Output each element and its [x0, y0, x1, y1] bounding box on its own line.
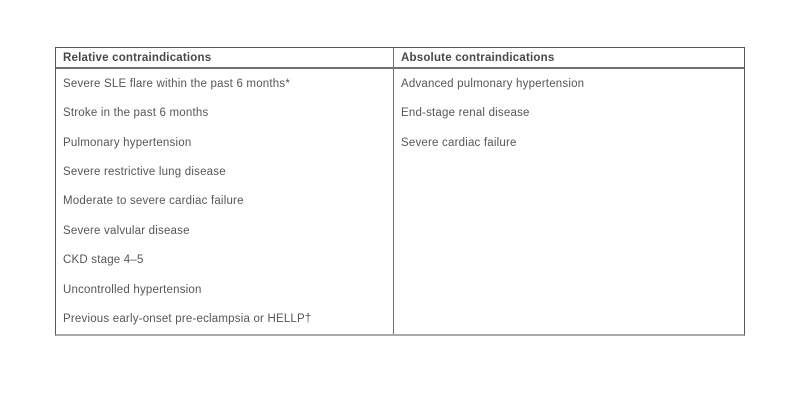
table-header-row — [56, 48, 744, 69]
list-item: Advanced pulmonary hypertension — [401, 77, 585, 90]
column-header-relative-contraindications: Relative contraindications — [56, 48, 394, 67]
list-item: Severe cardiac failure — [401, 136, 517, 149]
relative-contraindications-cell — [56, 69, 394, 334]
list-item: CKD stage 4–5 — [63, 254, 144, 267]
column-header-absolute-contraindications: Absolute contraindications — [401, 51, 555, 64]
list-item: Severe SLE flare within the past 6 months* — [63, 77, 291, 90]
list-item: End-stage renal disease — [401, 107, 530, 120]
list-item: Stroke in the past 6 months — [63, 107, 209, 120]
absolute-contraindications-cell — [394, 69, 744, 334]
table-body-row — [56, 69, 744, 334]
list-item: Uncontrolled hypertension — [63, 283, 202, 296]
list-item: Severe restrictive lung disease — [63, 166, 226, 179]
list-item: Severe valvular disease — [63, 224, 190, 237]
list-item: Pulmonary hypertension — [63, 136, 192, 149]
list-item: Moderate to severe cardiac failure — [63, 195, 244, 208]
contraindications-table — [55, 47, 745, 336]
list-item: Previous early-onset pre-eclampsia or HELLP† — [63, 313, 312, 326]
